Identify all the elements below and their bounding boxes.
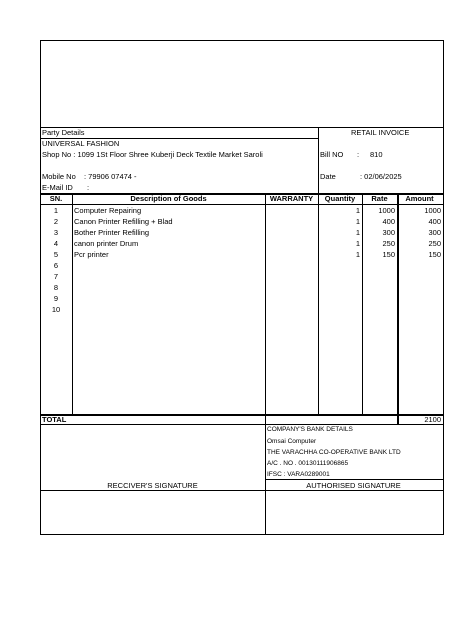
- row-rate: 400: [382, 217, 395, 226]
- receiver-signature-label: RECCIVER'S SIGNATURE: [107, 481, 198, 490]
- bank-ifsc: IFSC : VARA0289001: [267, 471, 330, 478]
- divider: [40, 490, 443, 491]
- bill-sep: :: [357, 150, 360, 159]
- total-label: TOTAL: [42, 415, 67, 424]
- email-value: :: [87, 183, 90, 192]
- divider: [40, 424, 443, 425]
- row-qty: 1: [355, 228, 360, 237]
- date-value: : 02/06/2025: [360, 172, 402, 181]
- row-rate: 300: [382, 228, 395, 237]
- authorised-signature-label: AUTHORISED SIGNATURE: [306, 481, 401, 490]
- row-amount: 400: [428, 217, 441, 226]
- row-amount: 1000: [424, 206, 441, 215]
- invoice-title: RETAIL INVOICE: [351, 128, 410, 137]
- total-value: 2100: [424, 415, 441, 424]
- row-amount: 150: [428, 250, 441, 259]
- header-warranty: WARRANTY: [269, 194, 314, 203]
- row-qty: 1: [355, 239, 360, 248]
- divider: [362, 193, 363, 414]
- row-sn: 9: [53, 294, 59, 303]
- divider: [265, 479, 443, 480]
- row-desc: Pcr printer: [74, 250, 109, 259]
- row-qty: 1: [355, 250, 360, 259]
- row-rate: 150: [382, 250, 395, 259]
- header-amount: Amount: [405, 194, 434, 203]
- bill-value: 810: [370, 150, 383, 159]
- mobile-label: Mobile No: [42, 172, 76, 181]
- row-sn: 8: [53, 283, 59, 292]
- row-sn: 4: [53, 239, 59, 248]
- party-name: UNIVERSAL FASHION: [42, 139, 120, 148]
- row-desc: Computer Repairing: [74, 206, 142, 215]
- row-qty: 1: [355, 217, 360, 226]
- row-sn: 6: [53, 261, 59, 270]
- row-sn: 10: [51, 305, 61, 314]
- divider: [318, 127, 319, 194]
- email-label: E-Mail ID: [42, 183, 73, 192]
- bank-name: THE VARACHHA CO-OPERATIVE BANK LTD: [267, 449, 401, 456]
- row-rate: 1000: [378, 206, 395, 215]
- divider: [318, 193, 319, 414]
- invoice-border: [40, 40, 444, 535]
- row-sn: 5: [53, 250, 59, 259]
- bank-heading: COMPANY'S BANK DETAILS: [267, 426, 353, 433]
- mobile-value: : 79906 07474 -: [84, 172, 137, 181]
- party-heading: Party Details: [42, 128, 85, 137]
- bill-label: Bill NO: [320, 150, 344, 159]
- row-amount: 250: [428, 239, 441, 248]
- row-sn: 1: [53, 206, 59, 215]
- header-desc: Description of Goods: [130, 194, 207, 203]
- row-amount: 300: [428, 228, 441, 237]
- party-address: Shop No : 1099 1St Floor Shree Kuberji Deck Textile Market Saroli: [42, 150, 263, 159]
- row-qty: 1: [355, 206, 360, 215]
- row-sn: 7: [53, 272, 59, 281]
- row-desc: Canon Printer Refilling + Blad: [74, 217, 173, 226]
- header-qty: Quantity: [324, 194, 356, 203]
- row-sn: 2: [53, 217, 59, 226]
- date-label: Date: [320, 172, 336, 181]
- divider: [72, 193, 73, 414]
- header-sn: SN.: [49, 194, 63, 203]
- bank-account-name: Omsai Computer: [267, 438, 317, 445]
- divider: [40, 414, 443, 416]
- header-rate: Rate: [371, 194, 388, 203]
- row-desc: Bother Printer Refilling: [74, 228, 150, 237]
- row-desc: canon printer Drum: [74, 239, 139, 248]
- row-sn: 3: [53, 228, 59, 237]
- bank-account-number: A/C . NO . 00130111906865: [267, 460, 349, 467]
- divider: [40, 204, 443, 205]
- divider: [265, 414, 266, 534]
- divider: [265, 193, 266, 414]
- row-rate: 250: [382, 239, 395, 248]
